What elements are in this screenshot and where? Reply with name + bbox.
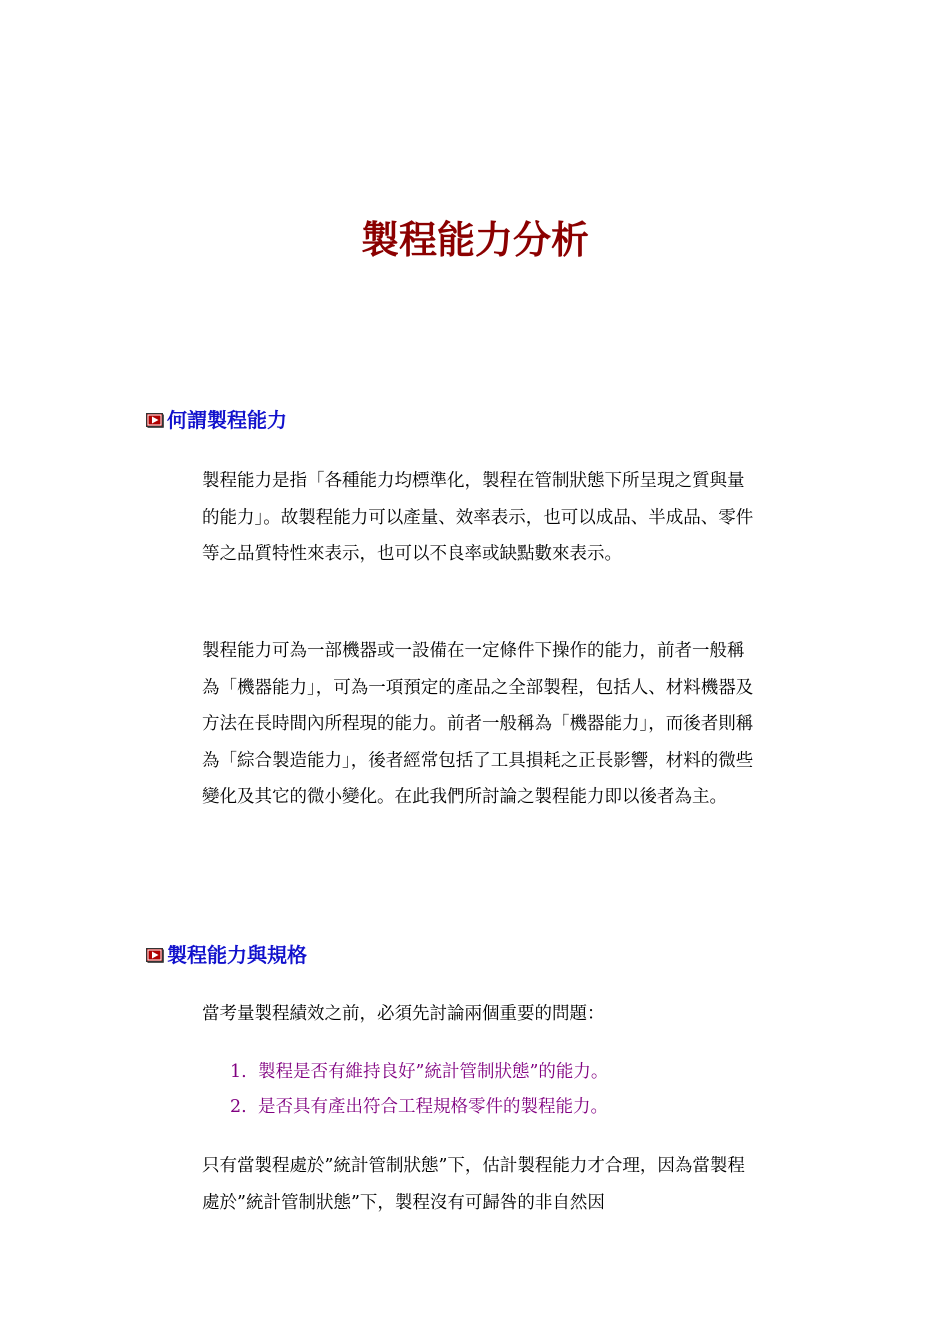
paragraph-intro: 當考量製程績效之前，必須先討論兩個重要的問題：: [202, 1004, 605, 1024]
section-heading-definition: [146, 406, 287, 434]
paragraph-control-state: 只有當製程處於”統計管制狀態”下，估計製程能力才合理，因為當製程處於”統計管制狀態”下，製程沒有可歸咎的非自然因: [202, 1156, 745, 1213]
section-heading-spec: [146, 941, 307, 969]
question-list: [230, 1055, 750, 1125]
list-item: [230, 1090, 750, 1125]
play-button-icon: [146, 413, 164, 428]
list-item-number: 2.: [230, 1097, 247, 1117]
paragraph-definition: 製程能力是指「各種能力均標準化，製程在管制狀態下所呈現之質與量的能力」。故製程能力可以產量、效率表示，也可以成品、半成品、零件等之品質特性來表示，也可以不良率或缺點數來表示。: [202, 471, 754, 564]
section-heading-text: 製程能力與規格: [167, 943, 307, 967]
page-title: 製程能力分析: [360, 218, 589, 262]
list-item-text: 是否具有產出符合工程規格零件的製程能力。: [258, 1097, 608, 1117]
play-button-icon: [146, 948, 164, 963]
list-item: [230, 1055, 750, 1090]
paragraph-machine-capability: 製程能力可為一部機器或一設備在一定條件下操作的能力，前者一般稱為「機器能力」，可為一項預定的產品之全部製程，包括人、材料機器及方法在長時間內所程現的能力。前者一般稱為「機器能力」，而後者則稱為「綜合製造能力」，後者經常包括了工具損耗之正長影響，材料的微些變化及其它的微小變化。在此我們所討論之製程能力即以後者為主。: [202, 641, 754, 807]
list-item-text: 製程是否有維持良好”統計管制狀態”的能力。: [258, 1062, 609, 1082]
list-item-number: 1.: [230, 1062, 247, 1082]
section-heading-text: 何謂製程能力: [167, 408, 287, 432]
